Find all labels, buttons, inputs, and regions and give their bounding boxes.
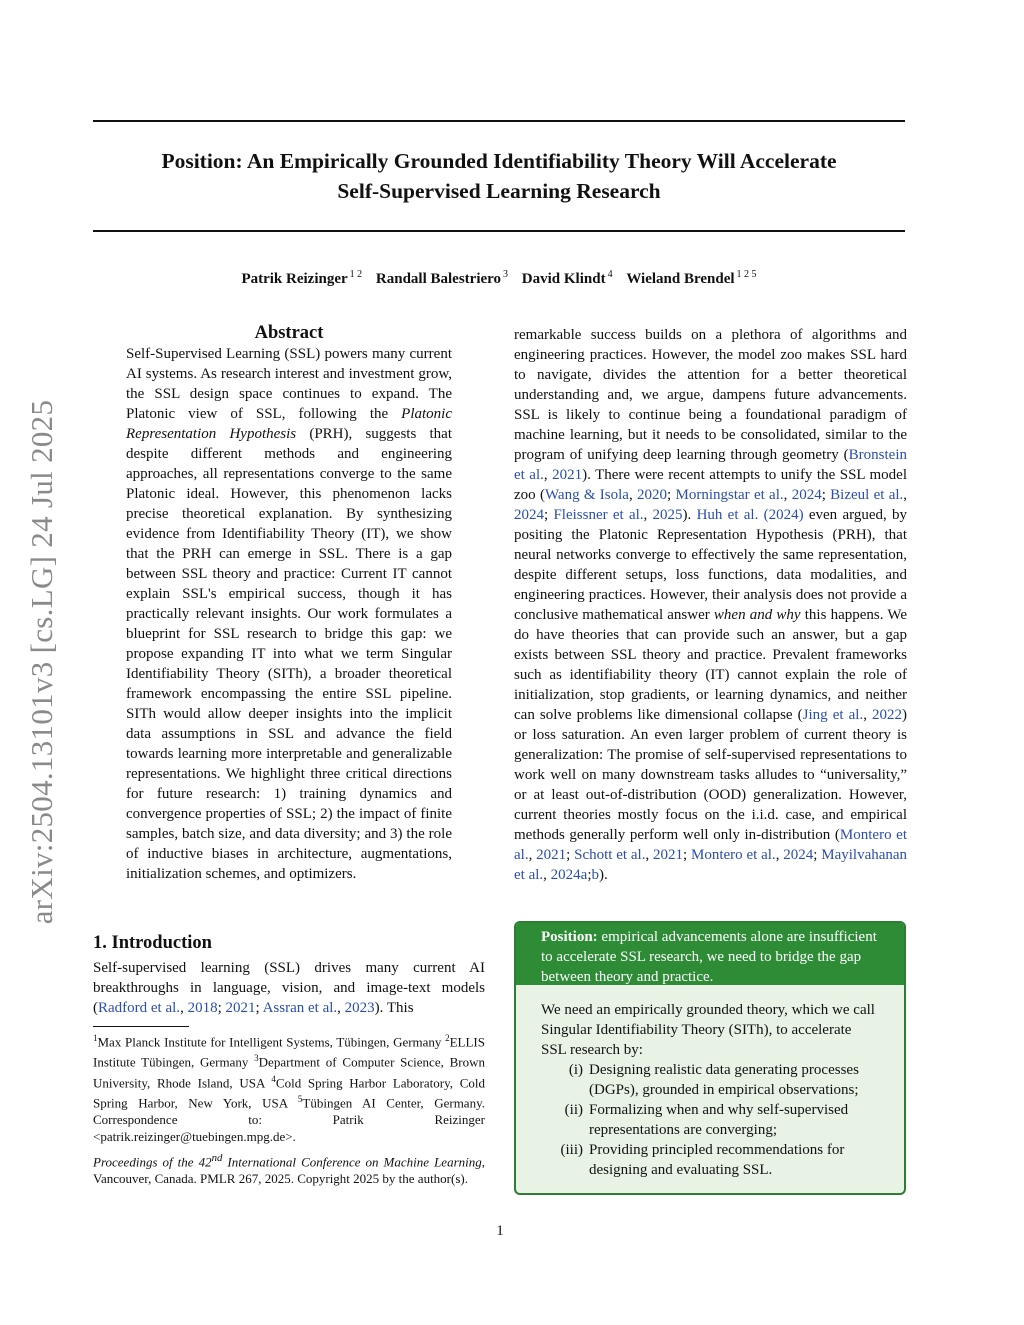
- position-body: [516, 985, 904, 1180]
- author-1: Patrik Reizinger $^{1 2}$: [241, 269, 363, 287]
- citation-link[interactable]: Assran et al.: [262, 1000, 338, 1016]
- introduction-heading: 1. Introduction: [93, 933, 212, 953]
- citation-link[interactable]: Jing et al.: [802, 707, 864, 723]
- citation-link[interactable]: Radford et al.: [98, 1000, 181, 1016]
- title-line-2: Self-Supervised Learning Research: [337, 179, 661, 203]
- citation-link[interactable]: Huh et al. (2024): [696, 507, 804, 523]
- citation-link[interactable]: Wang & Isola: [544, 487, 629, 503]
- arxiv-id: arXiv:2504.13101v3 [cs.LG] 24 Jul 2025: [24, 399, 59, 925]
- abstract-heading: Abstract: [254, 323, 324, 343]
- introduction-continued: remarkable success builds on a plethora of algorithms and engineering practices. However, the model zoo makes SSL hard to navigate, divides the attention for a better theoretical understanding and, we argue, dampens future advancements. SSL is likely to continue being a foundational paradigm of machine learning, but it needs to be consolidated, similar to the program of unifying deep learning through geometry (Bronstein et al., 2021). There were recent attempts to unify the SSL model zoo (Wang & Isola, 2020; Morningstar et al., 2024; Bizeul et al., 2024; Fleissner et al., 2025). Huh et al. (2024) even argued, by positing the Platonic Representation Hypothesis (PRH), that neural networks converge to effectively the same representation, despite different setups, loss functions, data modalities, and engineering practices. However, their analysis does not provide a conclusive mathematical answer when and why this happens. We do have theories that can provide such an answer, but a gap exists between SSL theory and practice. Prevalent frameworks such as identifiability theory (IT) cannot explain the role of initialization, stop gradients, or learning dynamics, and neither can solve problems like dimensional collapse (Jing et al., 2022) or loss saturation. An even larger problem of current theory is generalization: The promise of self-supervised representations to work well on many downstream tasks alludes to “universality,” or at least out-of-distribution (OOD) generalization. However, current theories mostly focus on the i.i.d. case, and empirical methods generally perform well only in-distribution (Montero et al., 2021; Schott et al., 2021; Montero et al., 2024; Mayilvahanan et al., 2024a;b).: [514, 327, 908, 883]
- introduction-section: [93, 932, 485, 1018]
- position-list: [541, 1060, 880, 1180]
- list-item: (i) Designing realistic data generating processes (DGPs), grounded in empirical observations;: [568, 1062, 859, 1098]
- author-3: David Klindt $^4$: [521, 269, 613, 287]
- abstract-text: Self-Supervised Learning (SSL) powers many current AI systems. As research interest and investment grow, the SSL design space continues to expand. The Platonic view of SSL, following the Platonic Representation Hypothesis (PRH), suggests that despite different methods and engineering approaches, all representations converge to the same Platonic ideal. However, this phenomenon lacks precise theoretical explanation. By synthesizing evidence from Identifiability Theory (IT), we show that the PRH can emerge in SSL. There is a gap between SSL theory and practice: Current IT cannot explain SSL's empirical success, though it has practically relevant insights. Our work formulates a blueprint for SSL research to bridge this gap: we propose expanding IT into what we term Singular Identifiability Theory (SITh), a broader theoretical framework encompassing the entire SSL pipeline. SITh would allow deeper insights into the implicit data assumptions in SSL and advance the field towards learning more interpretable and generalizable representations. We highlight three critical directions for future research: 1) training dynamics and convergence properties of SSL; 2) the impact of finite samples, batch size, and data diversity; and 3) the role of inductive biases in architecture, augmentations, initialization schemes, and optimizers.: [126, 346, 452, 882]
- affiliations-footnote: $^1$Max Planck Institute for Intelligent Systems, Tübingen, Germany $^2$ELLIS Institute Tübingen, Germany $^3$Department of Computer Science, Brown University, Rhode Island, USA $^4$Cold Spring Harbor Laboratory, Cold Spring Harbor, New York, USA $^5$Tübingen AI Center, Germany. Correspondence to: Patrik Reizinger <patrik.reizinger@tuebingen.mpg.de>.: [93, 1033, 486, 1145]
- citation-link[interactable]: 2021: [536, 847, 567, 863]
- abstract-section: [126, 322, 452, 884]
- citation-link[interactable]: Mayilvahanan et al.: [514, 847, 908, 883]
- citation-link[interactable]: Fleissner et al.: [553, 507, 644, 523]
- paper-title: [93, 146, 905, 206]
- author-list: [93, 264, 905, 290]
- citation-link[interactable]: Bronstein et al.: [514, 447, 907, 483]
- title-line-1: Position: An Empirically Grounded Identifiability Theory Will Accelerate: [161, 149, 837, 173]
- citation-link[interactable]: 2025: [652, 507, 683, 523]
- title-rule-top: [93, 120, 905, 122]
- citation-link[interactable]: 2024: [791, 487, 822, 503]
- citation-link[interactable]: 2023: [344, 1000, 375, 1016]
- footnote-rule: [93, 1026, 189, 1027]
- citation-link[interactable]: 2024a: [550, 867, 588, 883]
- list-item: (iii) Providing principled recommendations for designing and evaluating SSL.: [560, 1142, 845, 1178]
- citation-link[interactable]: 2020: [637, 487, 668, 503]
- position-statement: Position: empirical advancements alone are insufficient to accelerate SSL research, we need to bridge the gap between theory and practice.: [516, 923, 904, 985]
- list-item: (ii) Formalizing when and why self-supervised representations are converging;: [564, 1102, 849, 1138]
- citation-link[interactable]: Schott et al.: [574, 847, 646, 863]
- citation-link[interactable]: Montero et al.: [514, 827, 908, 863]
- citation-link[interactable]: Montero et al.: [691, 847, 776, 863]
- title-rule-bottom: [93, 230, 905, 232]
- arxiv-sidebar-stamp: [22, 377, 62, 947]
- citation-link[interactable]: 2021: [552, 467, 583, 483]
- introduction-text: Self-supervised learning (SSL) drives many current AI breakthroughs in language, vision, and image-text models (Radford et al., 2018; 2021; Assran et al., 2023). This: [93, 960, 485, 1016]
- citation-link[interactable]: 2021: [653, 847, 684, 863]
- position-box: [514, 921, 906, 1195]
- author-2: Randall Balestriero $^3$: [375, 269, 509, 287]
- author-4: Wieland Brendel $^{1 2 5}$: [626, 269, 757, 287]
- proceedings-note: Proceedings of the 42nd International Conference on Machine Learning, Vancouver, Canada. PMLR 267, 2025. Copyright 2025 by the author(s).: [93, 1152, 485, 1187]
- page-number: 1: [496, 1223, 504, 1239]
- citation-link[interactable]: Bizeul et al.: [830, 487, 904, 503]
- citation-link[interactable]: 2022: [872, 707, 903, 723]
- citation-link[interactable]: b: [591, 867, 599, 883]
- citation-link[interactable]: Morningstar et al.: [675, 487, 784, 503]
- position-intro: We need an empirically grounded theory, which we call Singular Identifiability Theory (SITh), to accelerate SSL research by:: [541, 1002, 875, 1058]
- citation-link[interactable]: 2024: [514, 507, 544, 523]
- citation-link[interactable]: 2021: [225, 1000, 256, 1016]
- citation-link[interactable]: 2018: [187, 1000, 218, 1016]
- citation-link[interactable]: 2024: [783, 847, 814, 863]
